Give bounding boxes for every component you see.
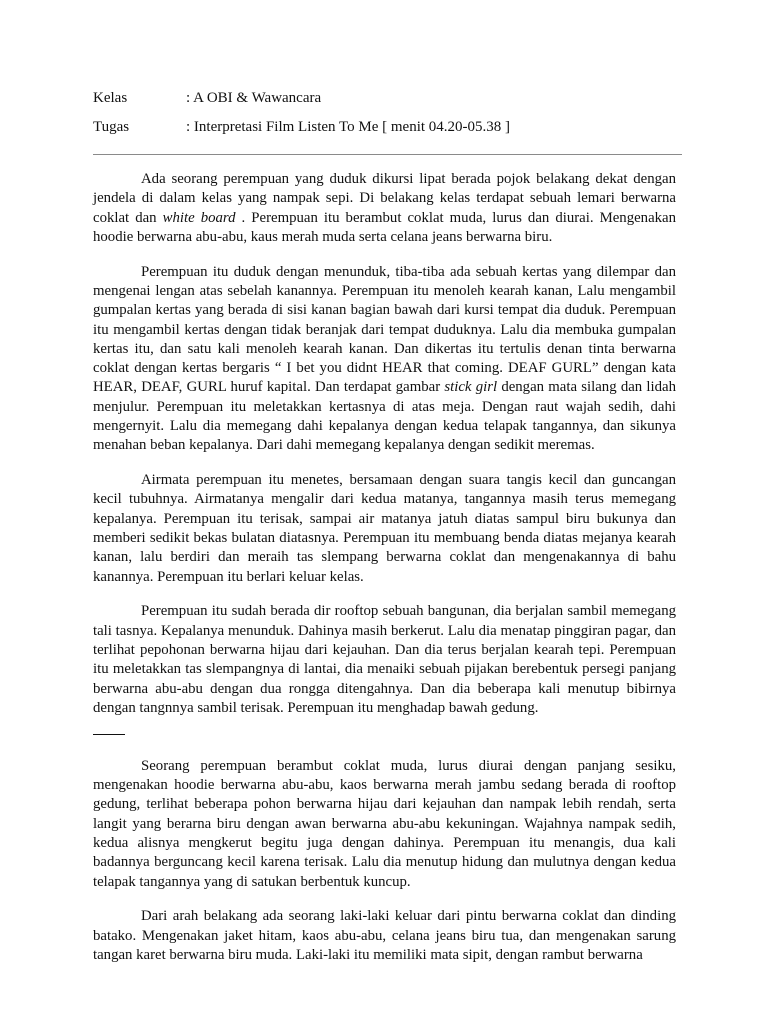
section-separator: [93, 734, 125, 735]
class-value: : A OBI & Wawancara: [186, 90, 322, 106]
paragraph-5: Seorang perempuan berambut coklat muda, lurus diurai dengan panjang sesiku, mengenakan hoodie berwarna abu-abu, kaos berwarna merah jambu sedang berada di rooftop gedung, terlihat beberapa pohon berwarna hijau dari kejauhan dan nampak lebih rendah, serta langit yang berarna biru dengan awan berwarna abu-abu kekuningan. Wajahnya nampak sedih, kedua alisnya mengkerut begitu juga dengan dahinya. Perempuan itu menangis, dua kali badannya berguncang kecil karena terisak. Lalu dia menutup hidung dan mulutnya dengan kedua telapak tangannya yang di satukan berbentuk kuncup.: [93, 757, 676, 890]
paragraph-4: Perempuan itu sudah berada dir rooftop sebuah bangunan, dia berjalan sambil memegang tali tasnya. Kepalanya menunduk. Dahinya masih berkerut. Lalu dia menatap pinggiran pagar, dan terlihat pepohonan berwarna hijau dari kejauhan. Dan dia terus berjalan kearah tepi. Perempuan itu meletakkan tas slempangnya di lantai, dia menaiki sebuah pijakan berebentuk persegi panjang berwarna abu-abu dengan dua rongga ditengahnya. Dan dia beberapa kali menutup bibirnya dengan tangnnya sambil terisak. Perempuan itu menghadap bawah gedung.: [93, 603, 676, 716]
paragraph-6: Dari arah belakang ada seorang laki-laki keluar dari pintu berwarna coklat dan dinding batako. Mengenakan jaket hitam, kaos abu-abu, celana jeans biru tua, dan mengenakan sarung tangan karet berwarna biru muda. Laki-laki itu memiliki mata sipit, dengan rambut berwarna: [93, 908, 676, 963]
document-body: [93, 170, 676, 981]
assignment-value: : Interpretasi Film Listen To Me [ menit 04.20-05.38 ]: [186, 119, 511, 135]
assignment-label: Tugas: [93, 119, 130, 135]
paragraph-1: Ada seorang perempuan yang duduk dikursi lipat berada pojok belakang dekat dengan jendela di dalam kelas yang nampak sepi. Di belakang kelas terdapat sebuah lemari berwarna coklat dan white board . Perempuan itu berambut coklat muda, lurus dan diurai. Mengenakan hoodie berwarna abu-abu, kaus merah muda serta celana jeans berwarna biru.: [93, 171, 677, 245]
paragraph-2: Perempuan itu duduk dengan menunduk, tiba-tiba ada sebuah kertas yang dilempar dan mengenai lengan atas sebelah kanannya. Perempuan itu menoleh kearah kanan, Lalu mengambil gumpalan kertas yang berada di sisi kanan bagian bawah dari kursi tempat dia duduk. Perempuan itu mengambil kertas dengan tidak beranjak dari tempat duduknya. Lalu dia membuka gumpalan kertas itu, dan satu kali menoleh kearah kanan. Dan dikertas itu tertulis denan tinta berwarna coklat dengan kertas bergaris “ I bet you didnt HEAR that coming. DEAF GURL” dengan kata HEAR, DEAF, GURL huruf kapital. Dan terdapat gambar stick girl dengan mata silang dan lidah menjulur. Perempuan itu meletakkan kertasnya di atas meja. Dengan raut wajah sedih, dahi mengernyit. Lalu dia memegang dahi kepalanya dengan kedua telapak tangannya, dan sikunya menahan beban kepalanya. Dari dahi memegang kepalanya dengan sedikit meremas.: [93, 263, 676, 454]
header-divider: [93, 154, 682, 155]
paragraph-3: Airmata perempuan itu menetes, bersamaan dengan suara tangis kecil dan guncangan kecil tubuhnya. Airmatanya mengalir dari kedua matanya, tangannya masih terus memegang kepalanya. Perempuan itu terisak, sampai air matanya jatuh diatas sampul biru bukunya dan memberi sedikit bekas bulatan diatasnya. Perempuan itu membuang benda diatas mejanya kearah kanan, lalu berdiri dan meraih tas slempang berwarna coklat dan mengenakannya di bahu kanannya. Perempuan itu berlari keluar kelas.: [93, 472, 676, 585]
emphasis-text: white board: [162, 209, 236, 226]
emphasis-text: stick girl: [444, 379, 498, 396]
class-label: Kelas: [93, 90, 128, 106]
